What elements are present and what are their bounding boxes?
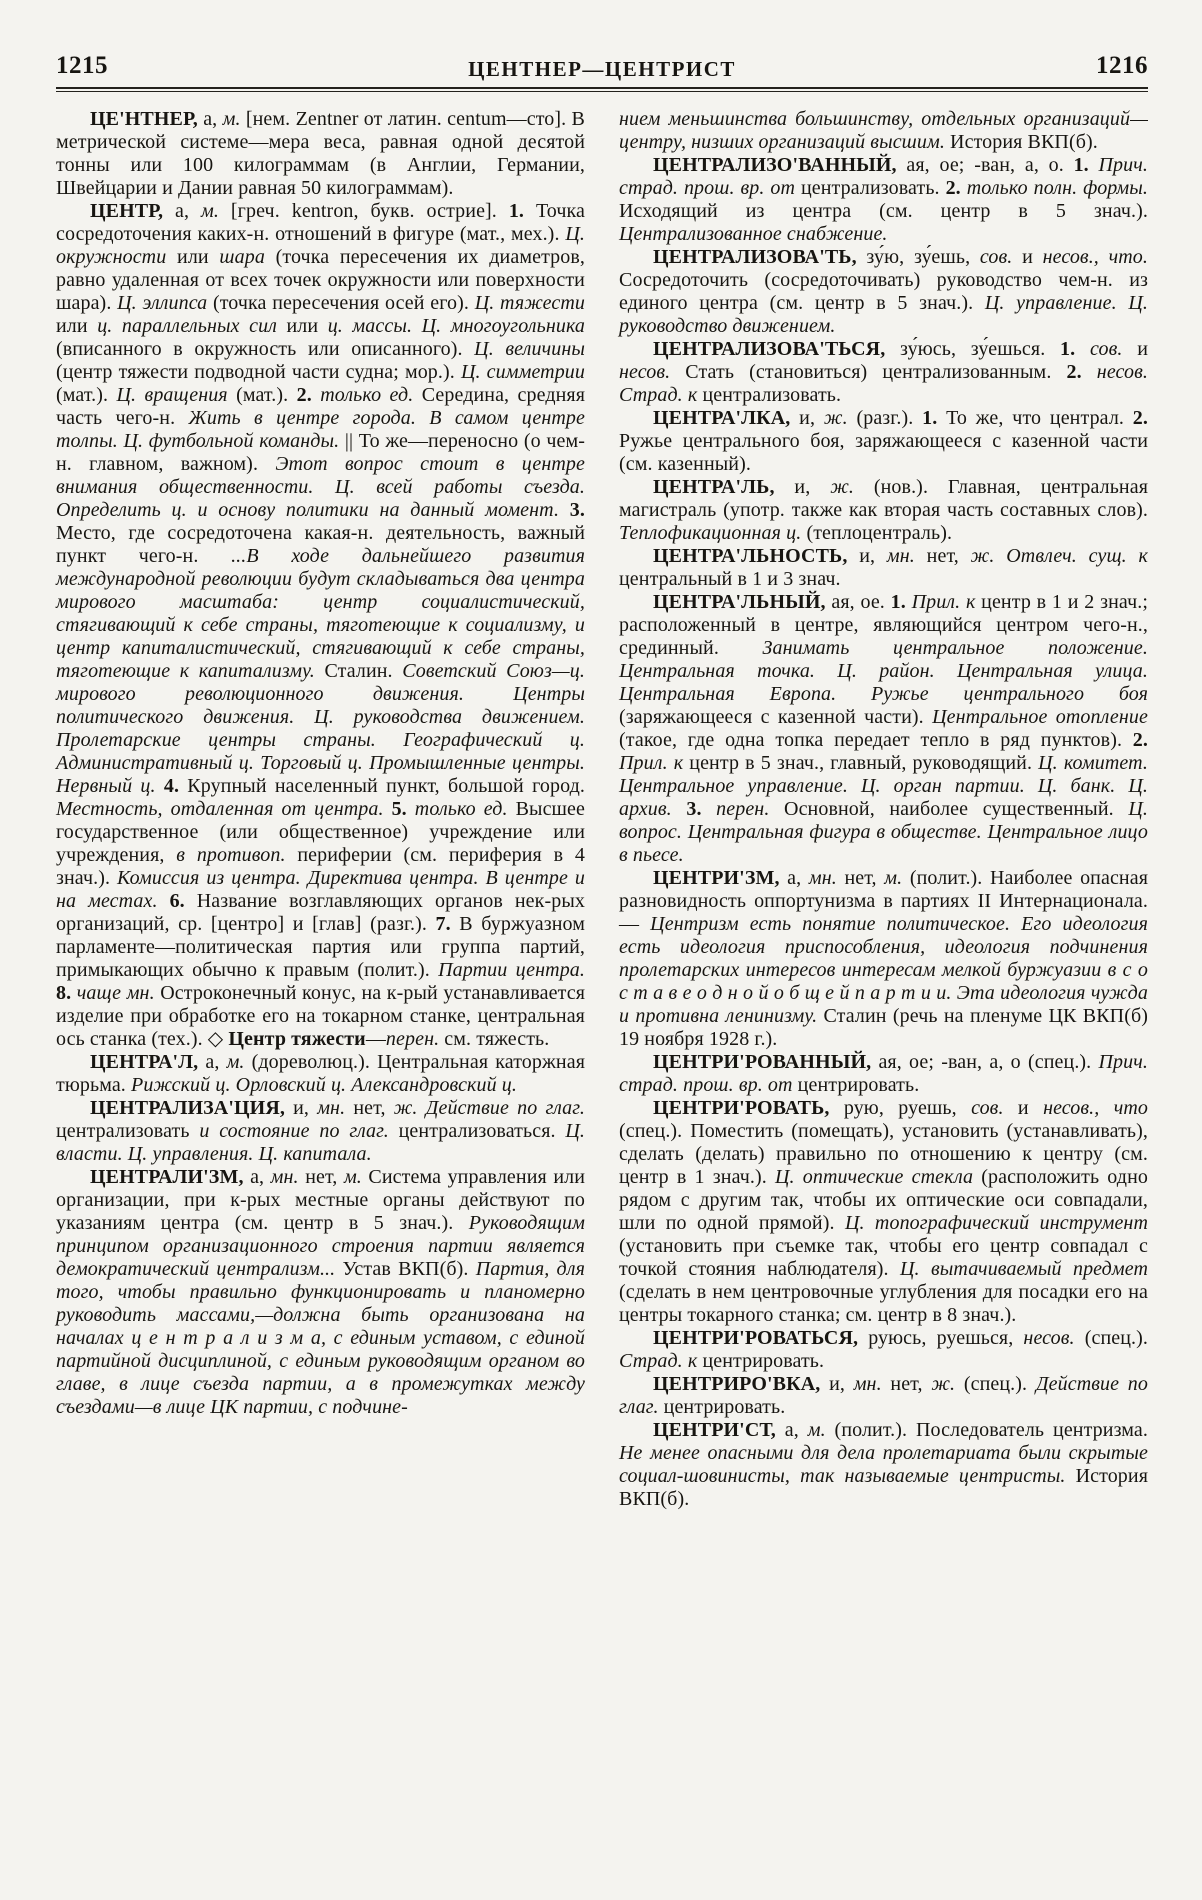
left-column xyxy=(56,108,585,1511)
dictionary-entry: нием меньшинства большинству, отдельных организаций—центру, низших организаций высшим. История ВКП(б). xyxy=(619,108,1148,153)
dictionary-entry: ЦЕ'НТНЕР, а, м. [нем. Zentner от латин. centum—сто]. В метрической системе—мера веса, равная одной десятой тонны или 100 килограммам (в Англии, Германии, Швейцарии и Дании равная 50 килограммам). xyxy=(56,108,585,199)
dictionary-entry: ЦЕНТРИ'РОВАННЫЙ, ая, ое; -ван, а, о (спец.). Прич. страд. прош. вр. от центрировать. xyxy=(619,1051,1148,1096)
dictionary-entry: ЦЕНТРИРО'ВКА, и, мн. нет, ж. (спец.). Действие по глаг. центрировать. xyxy=(619,1373,1148,1418)
dictionary-entry: ЦЕНТРАЛИЗА'ЦИЯ, и, мн. нет, ж. Действие по глаг. централизовать и состояние по глаг. централизоваться. Ц. власти. Ц. управления. Ц. капитала. xyxy=(56,1097,585,1165)
dictionary-entry: ЦЕНТРАЛИЗО'ВАННЫЙ, ая, ое; -ван, а, о. 1. Прич. страд. прош. вр. от централизовать. 2. только полн. формы. Исходящий из центра (см. центр в 5 знач.). Централизованное снабжение. xyxy=(619,154,1149,245)
right-column xyxy=(619,108,1148,1511)
text-columns xyxy=(56,108,1148,1511)
header-rule xyxy=(56,87,1148,92)
dictionary-entry: ЦЕНТРАЛИ'ЗМ, а, мн. нет, м. Система управления или организации, при к-рых местные органы действуют по указаниям центра (см. центр в 5 знач.). Руководящим принципом организационного строения партии является демократический централизм... Устав ВКП(б). Партия, для того, чтобы правильно функционировать и планомерно руководить массами,—должна быть организована на началах ц е н т р а л и з м а, с единым уставом, с единой партийной дисциплиной, с единым руководящим органом во главе, в лице съезда партии, а в промежутках между съездами—в лице ЦК партии, с подчине- xyxy=(56,1166,586,1418)
dictionary-entry: ЦЕНТР, а, м. [греч. kentron, букв. острие]. 1. Точка сосредоточения каких-н. отношений в фигуре (мат., мех.). Ц. окружности или шара (точка пересечения их диаметров, равно удаленная от всех точек окружности или поверхности шара). Ц. эллипса (точка пересечения осей его). Ц. тяжести или ц. параллельных сил или ц. массы. Ц. многоугольника (вписанного в окружность или описанного). Ц. величины (центр тяжести подводной части судна; мор.). Ц. симметрии (мат.). Ц. вращения (мат.). 2. только ед. Середина, средняя часть чего-н. Жить в центре города. В самом центре толпы. Ц. футбольной команды. || То же—переносно (о чем-н. главном, важном). Этот вопрос стоит в центре внимания общественности. Ц. всей работы съезда. Определить ц. и основу политики на данный момент. 3. Место, где сосредоточена какая-н. деятельность, важный пункт чего-н. ...В ходе дальнейшего развития международной революции будут складываться два центра мирового масштаба: центр социалистический, стягивающий к себе страны, тяготеющие к социализму, и центр капиталистический, стягивающий к себе страны, тяготеющие к капитализму. Сталин. Советский Союз—ц. мирового революционного движения. Центры политического движения. Ц. руководства движением. Пролетарские центры страны. Географический ц. Административный ц. Торговый ц. Промышленные центры. Нервный ц. 4. Крупный населенный пункт, большой город. Местность, отдаленная от центра. 5. только ед. Высшее государственное (или общественное) учреждение или учреждения, в противоп. периферии (см. периферия в 4 знач.). Комиссия из центра. Директива центра. В центре и на местах. 6. Название возглавляющих органов нек-рых организаций, ср. [центро] и [глав] (разг.). 7. В буржуазном парламенте—политическая партия или группа партий, примыкающих обычно к правым (полит.). Партии центра. 8. чаще мн. Остроконечный конус, на к-рый устанавливается изделие при обработке его на токарном станке, центральная ось станка (тех.). ◇ Центр тяжести—перен. см. тяжесть. xyxy=(56,200,586,1050)
dictionary-entry: ЦЕНТРА'Л, а, м. (дореволюц.). Центральная каторжная тюрьма. Рижский ц. Орловский ц. Александровский ц. xyxy=(56,1051,585,1096)
dictionary-entry: ЦЕНТРА'ЛЬНЫЙ, ая, ое. 1. Прил. к центр в 1 и 2 знач.; расположенный в центре, являющийся центром чего-н., срединный. Занимать центральное положение. Центральная точка. Ц. район. Центральная улица. Центральная Европа. Ружье центрального боя (заряжающееся с казенной части). Центральное отопление (такое, где одна топка передает тепло в ряд пунктов). 2. Прил. к центр в 5 знач., главный, руководящий. Ц. комитет. Центральное управление. Ц. орган партии. Ц. банк. Ц. архив. 3. перен. Основной, наиболее существенный. Ц. вопрос. Центральная фигура в обществе. Центральное лицо в пьесе. xyxy=(619,591,1149,866)
dictionary-entry: ЦЕНТРИ'ЗМ, а, мн. нет, м. (полит.). Наиболее опасная разновидность оппортунизма в партиях II Интернационала. — Центризм есть понятие политическое. Его идеология есть идеология приспособления, идеология подчинения пролетарских интересов интересам мелкой буржуазии в с о с т а в е о д н о й о б щ е й п а р т и и. Эта идеология чужда и противна ленинизму. Сталин (речь на пленуме ЦК ВКП(б) 19 ноября 1928 г.). xyxy=(619,867,1149,1050)
dictionary-entry: ЦЕНТРИ'РОВАТЬ, рую, руешь, сов. и несов., что (спец.). Поместить (помещать), установить (устанавливать), сделать (делать) правильно по отношению к центру (см. центр в 1 знач.). Ц. оптические стекла (расположить одно рядом с другим так, чтобы их оптические оси совпадали, шли по одной прямой). Ц. топографический инструмент (установить при съемке так, чтобы его центр совпадал с точкой стояния наблюдателя). Ц. вытачиваемый предмет (сделать в нем центровочные углубления для посадки его на центры токарного станка; см. центр в 8 знач.). xyxy=(619,1097,1148,1326)
page-number-left: 1215 xyxy=(56,52,108,79)
dictionary-entry: ЦЕНТРА'ЛЬНОСТЬ, и, мн. нет, ж. Отвлеч. сущ. к центральный в 1 и 3 знач. xyxy=(619,545,1148,590)
dictionary-entry: ЦЕНТРИ'СТ, а, м. (полит.). Последователь центризма. Не менее опасными для дела пролетариата были скрытые социал-шовинисты, так называемые центристы. История ВКП(б). xyxy=(619,1419,1149,1510)
dictionary-entry: ЦЕНТРА'ЛЬ, и, ж. (нов.). Главная, центральная магистраль (употр. также как вторая часть составных слов). Теплофикационная ц. (теплоцентраль). xyxy=(619,476,1148,544)
dictionary-entry: ЦЕНТРАЛИЗОВА'ТЬСЯ, зу́юсь, зу́ешься. 1. сов. и несов. Стать (становиться) централизованным. 2. несов. Страд. к централизовать. xyxy=(619,338,1149,406)
page-header xyxy=(56,52,1148,80)
dictionary-entry: ЦЕНТРАЛИЗОВА'ТЬ, зу́ю, зу́ешь, сов. и несов., что. Сосредоточить (сосредоточивать) руководство чем-н. из единого центра (см. центр в 5 знач.). Ц. управление. Ц. руководство движением. xyxy=(619,246,1149,337)
dictionary-entry: ЦЕНТРИ'РОВАТЬСЯ, руюсь, руешься, несов. (спец.). Страд. к центрировать. xyxy=(619,1327,1148,1372)
dictionary-entry: ЦЕНТРА'ЛКА, и, ж. (разг.). 1. То же, что централ. 2. Ружье центрального боя, заряжающееся с казенной части (см. казенный). xyxy=(619,407,1148,475)
running-title: ЦЕНТНЕР—ЦЕНТРИСТ xyxy=(468,57,736,81)
page-number-right: 1216 xyxy=(1096,52,1148,79)
